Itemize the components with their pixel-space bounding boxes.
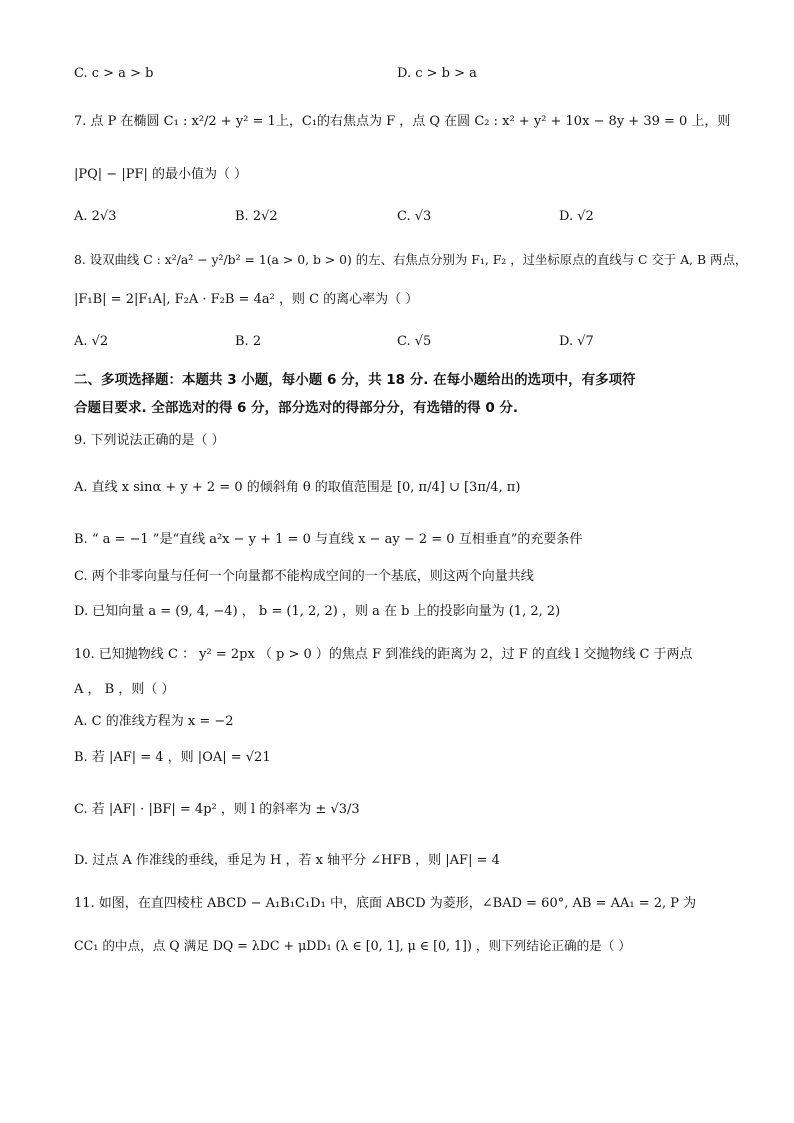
- q7-option-b: B. 2√2: [235, 209, 278, 224]
- q8-option-d: D. √7: [559, 334, 594, 349]
- q9-option-d: D. 已知向量 a = (9, 4, −4) ， b = (1, 2, 2) ，则 a 在 b 上的投影向量为 (1, 2, 2): [74, 604, 561, 619]
- q9-option-c: C. 两个非零向量与任何一个向量都不能构成空间的一个基底，则这两个向量共线: [74, 569, 534, 584]
- q8-stem-line1: 8. 设双曲线 C : x²/a² − y²/b² = 1(a > 0, b > 0) 的左、右焦点分别为 F₁, F₂ ，过坐标原点的直线与 C 交于 A, B 两点，: [74, 252, 748, 267]
- section2-heading-line2: 合题目要求. 全部选对的得 6 分，部分选对的得部分分，有选错的得 0 分.: [74, 400, 519, 416]
- q8-option-a: A. √2: [74, 334, 109, 349]
- q7-option-a: A. 2√3: [74, 209, 117, 224]
- q10-option-b: B. 若 |AF| = 4 ，则 |OA| = √21: [74, 750, 271, 765]
- q7-stem-line2: |PQ| − |PF| 的最小值为（ ）: [74, 167, 248, 182]
- q9-stem: 9. 下列说法正确的是（ ）: [74, 433, 225, 448]
- q11-stem-line2: CC₁ 的中点，点 Q 满足 DQ = λDC + μDD₁ (λ ∈ [0, 1], μ ∈ [0, 1]) ，则下列结论正确的是（ ）: [74, 938, 632, 953]
- q10-stem-line2: A ， B ，则（ ）: [74, 682, 175, 697]
- q7-option-d: D. √2: [559, 209, 594, 224]
- q8-option-c: C. √5: [397, 334, 432, 349]
- q10-option-a: A. C 的准线方程为 x = −2: [74, 714, 234, 729]
- q10-option-c: C. 若 |AF| · |BF| = 4p² ，则 l 的斜率为 ± √3/3: [74, 802, 360, 817]
- q7-option-c: C. √3: [397, 209, 432, 224]
- q10-option-d: D. 过点 A 作准线的垂线，垂足为 H ，若 x 轴平分 ∠HFB ，则 |AF| = 4: [74, 853, 500, 868]
- q9-option-b: B. “ a = −1 ”是“直线 a²x − y + 1 = 0 与直线 x − ay − 2 = 0 互相垂直”的充要条件: [74, 532, 583, 547]
- q8-option-b: B. 2: [235, 334, 262, 349]
- q10-stem-line1: 10. 已知抛物线 C ： y² = 2px （ p > 0 ）的焦点 F 到准线的距离为 2，过 F 的直线 l 交抛物线 C 于两点: [74, 647, 693, 662]
- q6-option-d: D. c > b > a: [397, 66, 477, 81]
- q8-stem-line2: |F₁B| = 2|F₁A|, F₂A · F₂B = 4a² ，则 C 的离心率为（ ）: [74, 292, 419, 307]
- q9-option-a: A. 直线 x sinα + y + 2 = 0 的倾斜角 θ 的取值范围是 [0, π/4] ∪ [3π/4, π): [74, 480, 521, 495]
- q11-stem-line1: 11. 如图，在直四棱柱 ABCD − A₁B₁C₁D₁ 中，底面 ABCD 为菱形，∠BAD = 60°, AB = AA₁ = 2, P 为: [74, 896, 697, 911]
- q6-option-c: C. c > a > b: [74, 66, 154, 81]
- section2-heading-line1: 二、多项选择题：本题共 3 小题，每小题 6 分，共 18 分. 在每小题给出的选项中，有多项符: [74, 372, 636, 388]
- q7-stem-line1: 7. 点 P 在椭圆 C₁ : x²/2 + y² = 1上，C₁的右焦点为 F ，点 Q 在圆 C₂ : x² + y² + 10x − 8y + 39 = 0 上，则: [74, 114, 731, 129]
